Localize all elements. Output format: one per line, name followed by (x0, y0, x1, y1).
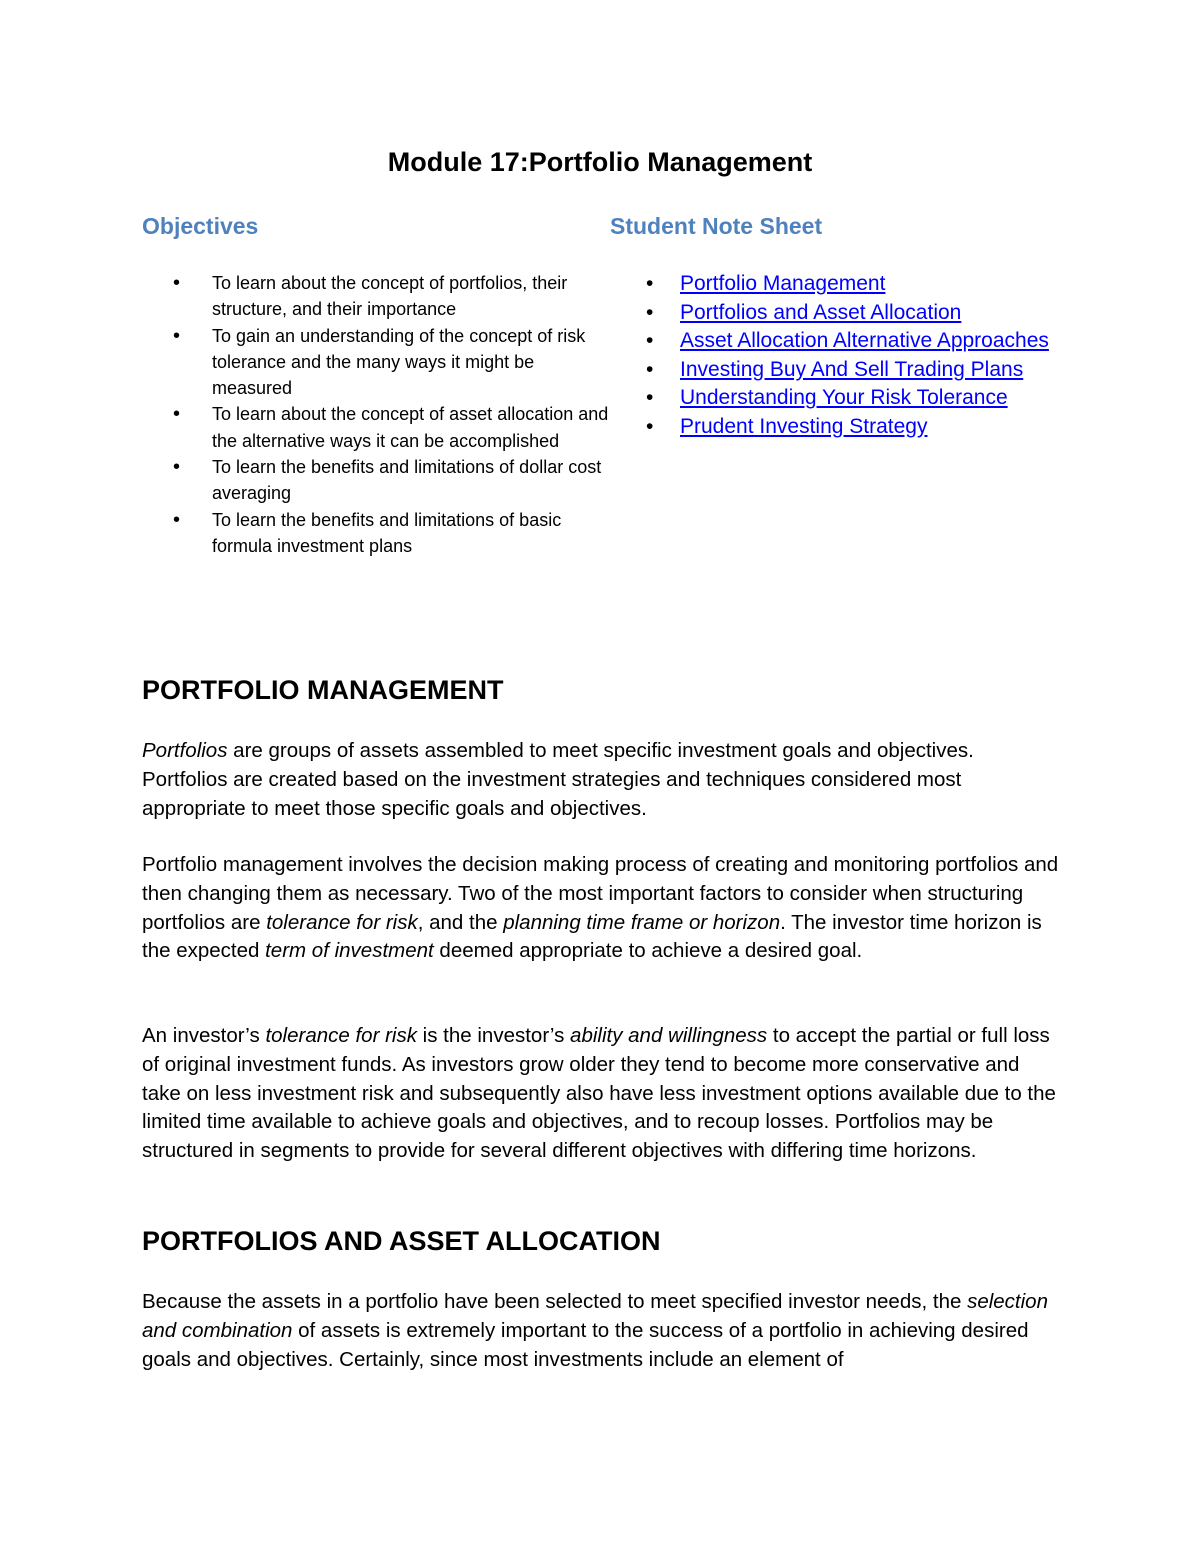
section-heading-portfolios-asset-allocation: PORTFOLIOS AND ASSET ALLOCATION (142, 1226, 661, 1256)
objective-item: • To learn about the concept of portfolios, their structure, and their importance (142, 270, 612, 323)
note-sheet-item (610, 384, 1090, 413)
text: are groups of assets assembled to meet specific investment goals and objectives. Portfolios are created based on the investment strategies and techniques considered most appropriate to meet those specific goals and objectives. (142, 739, 974, 820)
text: deemed appropriate to achieve a desired goal. (433, 939, 863, 963)
emphasis: term of investment (265, 939, 434, 963)
text: is the investor’s (416, 1024, 571, 1047)
objective-item: • To learn about the concept of asset allocation and the alternative ways it can be accomplished (142, 401, 612, 454)
text: Because the assets in a portfolio have been selected to meet specified investor needs, the (142, 1290, 968, 1313)
text: . The investor time horizon is the expected (142, 910, 1042, 963)
note-sheet-item (610, 270, 1090, 299)
page-title: Module 17:Portfolio Management (387, 147, 813, 177)
student-note-sheet-heading: Student Note Sheet (610, 213, 823, 239)
link-prudent-investing-strategy[interactable]: Prudent Investing Strategy (680, 414, 928, 438)
text: of assets is extremely important to the success of a portfolio in achieving desired goals and objectives. Certainly, since most investments include an element of (142, 1318, 1029, 1371)
paragraph-risk-tolerance (142, 1022, 1062, 1166)
text: , and the (417, 910, 504, 934)
emphasis: selection and combination (142, 1290, 1048, 1342)
objective-item: • To gain an understanding of the concept of risk tolerance and the many ways it might be measured (142, 323, 612, 402)
paragraph-asset-selection (142, 1288, 1062, 1374)
objective-item: • To learn the benefits and limitations of dollar cost averaging (142, 454, 612, 507)
objective-item: • To learn the benefits and limitations of basic formula investment plans (142, 507, 612, 560)
paragraph-portfolio-management (142, 851, 1062, 966)
note-sheet-item (610, 299, 1090, 328)
note-sheet-links (610, 270, 1090, 441)
link-portfolio-management[interactable]: Portfolio Management (680, 272, 886, 295)
emphasis: ability and willingness (570, 1024, 768, 1047)
emphasis: planning time frame or horizon (503, 910, 781, 934)
objectives-list (142, 270, 612, 559)
link-investing-buy-sell-trading-plans[interactable]: Investing Buy And Sell Trading Plans (680, 357, 1024, 381)
link-portfolios-asset-allocation[interactable]: Portfolios and Asset Allocation (680, 300, 962, 324)
objectives-heading: Objectives (142, 213, 259, 239)
section-heading-portfolio-management: PORTFOLIO MANAGEMENT (142, 675, 504, 705)
text: Portfolio management involves the decision making process of creating and monitoring portfolios and then changing them as necessary. Two of the most important factors to consider when structuring portfolios are (142, 853, 1059, 934)
link-asset-allocation-alternative-approaches[interactable]: Asset Allocation Alternative Approaches (680, 329, 1049, 352)
note-sheet-item (610, 413, 1090, 442)
emphasis: tolerance for risk (266, 910, 418, 934)
note-sheet-item (610, 327, 1090, 356)
text: An investor’s (142, 1024, 266, 1047)
emphasis: tolerance for risk (265, 1024, 417, 1047)
emphasis: Portfolios (142, 739, 228, 762)
text: to accept the partial or full loss of original investment funds. As investors grow older they tend to become more conservative and take on less investment risk and subsequently also have less investment options available due to the limited time available to achieve goals and objectives, and to recoup losses. Portfolios may be structured in segments to provide for several different objectives with differing time horizons. (142, 1024, 1056, 1163)
link-understanding-risk-tolerance[interactable]: Understanding Your Risk Tolerance (680, 386, 1008, 409)
paragraph-portfolios-definition (142, 737, 1062, 823)
note-sheet-item (610, 356, 1090, 385)
